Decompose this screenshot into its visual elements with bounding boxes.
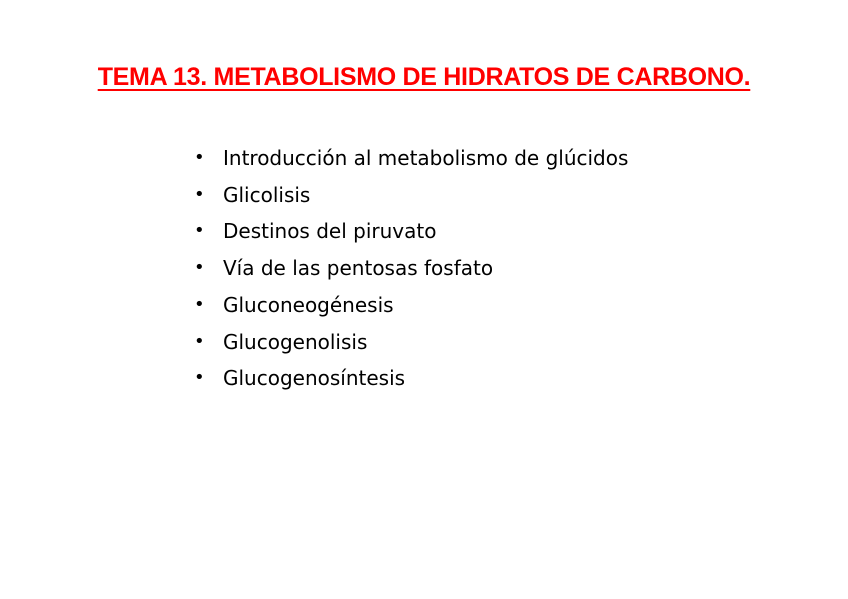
list-item-text: Vía de las pentosas fosfato — [223, 256, 494, 281]
list-item — [190, 287, 628, 324]
bullet-icon: • — [194, 257, 205, 279]
bullet-icon: • — [194, 147, 205, 168]
bullet-icon: • — [194, 330, 205, 352]
list-item — [190, 213, 628, 250]
bullet-icon: • — [194, 293, 205, 315]
list-item — [190, 177, 628, 214]
topic-list — [190, 140, 628, 397]
bullet-icon: • — [194, 367, 205, 389]
list-item — [190, 360, 628, 397]
list-item — [190, 324, 628, 361]
bullet-icon: • — [194, 183, 205, 205]
list-item-text: Gluconeogénesis — [223, 292, 394, 317]
list-item — [190, 140, 628, 177]
slide-title: TEMA 13. METABOLISMO DE HIDRATOS DE CARBONO. — [97, 63, 751, 91]
list-item — [190, 250, 628, 287]
list-item-text: Glucogenosíntesis — [223, 366, 406, 391]
list-item-text: Destinos del piruvato — [223, 219, 437, 244]
list-item-text: Glicolisis — [223, 182, 311, 207]
bullet-icon: • — [194, 220, 205, 242]
list-item-text: Glucogenolisis — [223, 329, 368, 354]
list-item-text: Introducción al metabolismo de glúcidos — [223, 146, 629, 170]
